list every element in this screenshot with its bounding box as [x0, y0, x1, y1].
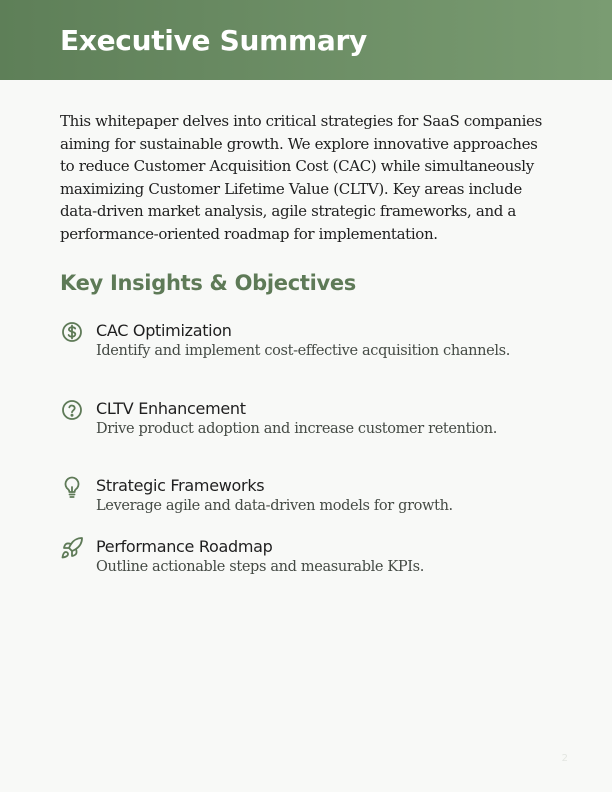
page-number: 2	[561, 753, 568, 764]
header-banner	[0, 0, 612, 80]
insight-description: Outline actionable steps and measurable KPIs.	[96, 559, 425, 575]
insight-description: Drive product adoption and increase customer retention.	[96, 421, 498, 437]
lightbulb-icon	[60, 475, 84, 499]
rocket-icon	[60, 536, 84, 560]
insight-description: Leverage agile and data-driven models for growth.	[96, 498, 453, 514]
insight-title: CAC Optimization	[96, 321, 232, 340]
insight-title: CLTV Enhancement	[96, 399, 246, 418]
dollar-circle-icon	[60, 320, 84, 344]
section-title: Key Insights & Objectives	[60, 271, 357, 295]
insight-title: Strategic Frameworks	[96, 476, 265, 495]
intro-paragraph: This whitepaper delves into critical strategies for SaaS companies aiming for sustainable growth. We explore innovative approaches to reduce Customer Acquisition Cost (CAC) while simultaneously maximizing Customer Lifetime Value (CLTV). Key areas include data-driven market analysis, agile strategic frameworks, and a performance-oriented roadmap for implementation.	[60, 112, 542, 243]
insight-title: Performance Roadmap	[96, 537, 273, 556]
page-title: Executive Summary	[60, 24, 367, 57]
question-circle-icon	[60, 398, 84, 422]
insight-description: Identify and implement cost-effective acquisition channels.	[96, 343, 510, 359]
